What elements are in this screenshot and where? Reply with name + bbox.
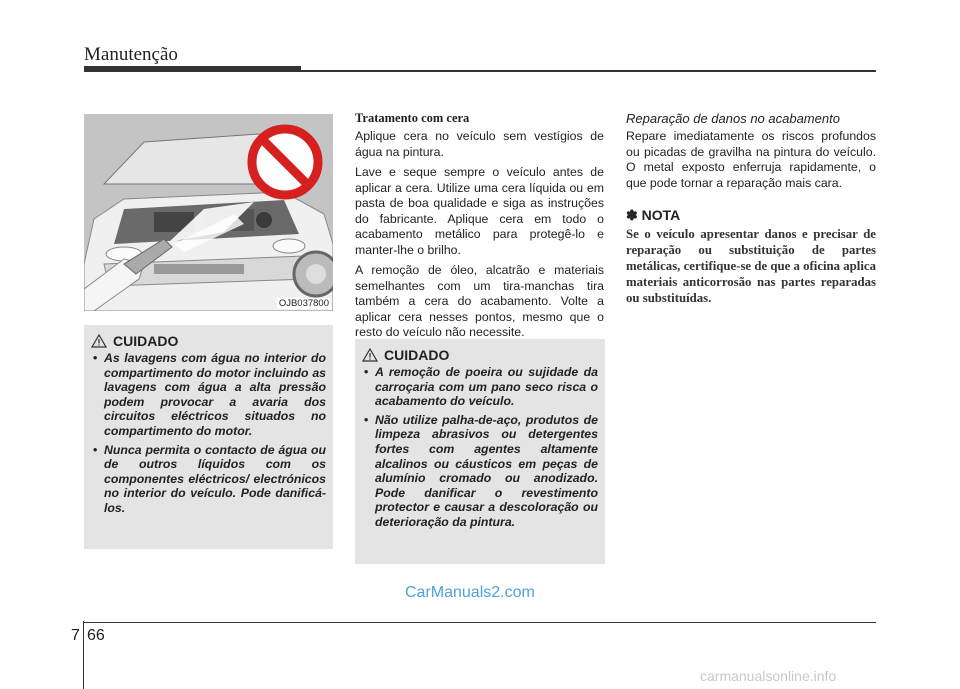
watermark-top[interactable]: CarManuals2.com — [405, 584, 535, 601]
repair-heading: Reparação de danos no acabamento — [626, 111, 840, 126]
warning-triangle-icon — [91, 334, 107, 348]
caution-header — [362, 347, 598, 363]
chapter-number: 7 — [71, 627, 80, 644]
caution-header — [91, 333, 326, 349]
caution-box-left — [84, 325, 333, 549]
footer-rule — [83, 622, 876, 623]
waxing-section — [355, 111, 604, 346]
page-number: 66 — [87, 627, 105, 644]
car-engine-illustration — [84, 114, 333, 311]
nota-title: ✽ NOTA — [626, 207, 681, 223]
caution-item: • A remoção de poeira ou sujidade da carroçaria com um pano seco risca o acabamento do veículo. — [362, 365, 598, 409]
warning-triangle-icon — [362, 348, 378, 362]
caution-item: • As lavagens com água no interior do compartimento do motor incluindo as lavagens com água a alta pressão podem provocar a avaria dos circuitos eléctricos situados no compartimento do motor. — [91, 351, 326, 439]
caution-item: • Não utilize palha-de-aço, produtos de limpeza abrasivos ou detergentes fortes com agentes altamente alcalinos ou cáusticos em peças de alumínio cromado ou anodizado. Pode danificar o revestimento protector e causar a descoloração ou deterioração da pintura. — [362, 413, 598, 530]
waxing-paragraph: Aplique cera no veículo sem vestígios de água na pintura. — [355, 129, 604, 159]
caution-list — [91, 351, 326, 516]
footer-vertical-rule — [83, 621, 84, 689]
repair-section — [626, 111, 876, 306]
watermark-bottom[interactable]: carmanualsonline.info — [700, 668, 837, 684]
caution-title: CUIDADO — [384, 347, 450, 363]
engine-wash-illustration — [84, 114, 333, 311]
caution-list — [362, 365, 598, 530]
caution-item: • Nunca permita o contacto de água ou de outros líquidos com os componentes eléctricos/ electrónicos no interior do veículo. Pode danificá-los. — [91, 443, 326, 516]
repair-paragraph: Repare imediatamente os riscos profundos ou picadas de gravilha na pintura do veículo. O metal exposto enferruja rapidamente, o que pode tornar a reparação mais cara. — [626, 129, 876, 190]
figure-code: OJB037800 — [278, 298, 329, 309]
waxing-paragraph: A remoção de óleo, alcatrão e materiais semelhantes com um tira-manchas tira também a cera do acabamento. Volte a aplicar cera nesses pontos, mesmo que o resto do veículo não necessite. — [355, 263, 604, 339]
nota-text: Se o veículo apresentar danos e precisar de reparação ou substituição de partes metálicas, certifique-se de que a oficina aplica materiais anticorrosão nas partes reparadas ou substituídas. — [626, 227, 876, 305]
waxing-paragraph: Lave e seque sempre o veículo antes de aplicar a cera. Utilize uma cera líquida ou em pasta de boa qualidade e siga as instruções do fabricante. Aplique cera em todo o acabamento metálico para protegê-lo e manter-lhe o brilho. — [355, 165, 604, 257]
caution-title: CUIDADO — [113, 333, 179, 349]
waxing-heading: Tratamento com cera — [355, 111, 470, 125]
header-rule — [84, 70, 876, 72]
caution-box-middle — [355, 339, 605, 564]
section-title: Manutenção — [84, 44, 178, 65]
